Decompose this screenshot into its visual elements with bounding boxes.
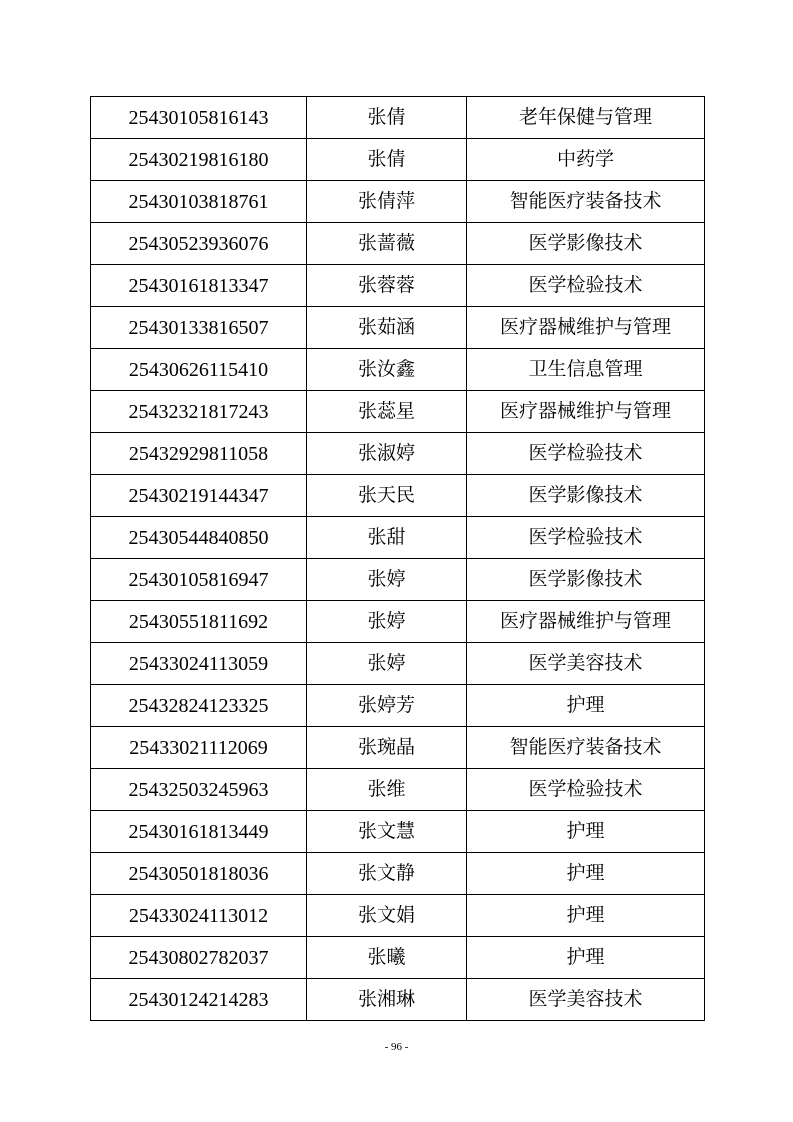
- student-id-cell: 25433024113059: [91, 643, 307, 685]
- student-id-cell: 25430103818761: [91, 181, 307, 223]
- student-name-cell: 张婷: [307, 559, 467, 601]
- major-cell: 护理: [467, 853, 705, 895]
- student-id-cell: 25432321817243: [91, 391, 307, 433]
- table-row: [91, 517, 705, 559]
- table-row: [91, 685, 705, 727]
- table-row: [91, 475, 705, 517]
- student-id-cell: 25430105816947: [91, 559, 307, 601]
- student-id-cell: 25432824123325: [91, 685, 307, 727]
- major-cell: 医疗器械维护与管理: [467, 601, 705, 643]
- major-cell: 医学检验技术: [467, 433, 705, 475]
- table-row: [91, 307, 705, 349]
- page-number: - 96 -: [384, 1041, 409, 1053]
- major-cell: 护理: [467, 685, 705, 727]
- table-row: [91, 97, 705, 139]
- table-row: [91, 979, 705, 1021]
- table-row: [91, 769, 705, 811]
- student-name-cell: 张淑婷: [307, 433, 467, 475]
- student-name-cell: 张琬晶: [307, 727, 467, 769]
- student-id-cell: 25433021112069: [91, 727, 307, 769]
- student-name-cell: 张文静: [307, 853, 467, 895]
- student-name-cell: 张维: [307, 769, 467, 811]
- student-table: [90, 96, 705, 1021]
- major-cell: 老年保健与管理: [467, 97, 705, 139]
- major-cell: 医学影像技术: [467, 223, 705, 265]
- table-row: [91, 727, 705, 769]
- student-name-cell: 张婷: [307, 601, 467, 643]
- student-id-cell: 25430161813347: [91, 265, 307, 307]
- major-cell: 护理: [467, 937, 705, 979]
- table-row: [91, 223, 705, 265]
- student-name-cell: 张曦: [307, 937, 467, 979]
- table-row: [91, 433, 705, 475]
- student-id-cell: 25430626115410: [91, 349, 307, 391]
- table-row: [91, 181, 705, 223]
- student-name-cell: 张蕊星: [307, 391, 467, 433]
- major-cell: 智能医疗装备技术: [467, 727, 705, 769]
- major-cell: 医学影像技术: [467, 559, 705, 601]
- student-name-cell: 张倩: [307, 139, 467, 181]
- student-name-cell: 张倩: [307, 97, 467, 139]
- student-id-cell: 25430501818036: [91, 853, 307, 895]
- student-name-cell: 张茹涵: [307, 307, 467, 349]
- student-name-cell: 张倩萍: [307, 181, 467, 223]
- student-name-cell: 张婷: [307, 643, 467, 685]
- student-name-cell: 张甜: [307, 517, 467, 559]
- table-row: [91, 601, 705, 643]
- table-row: [91, 853, 705, 895]
- table-row: [91, 559, 705, 601]
- table-row: [91, 349, 705, 391]
- student-id-cell: 25432929811058: [91, 433, 307, 475]
- major-cell: 医学检验技术: [467, 265, 705, 307]
- major-cell: 卫生信息管理: [467, 349, 705, 391]
- major-cell: 护理: [467, 811, 705, 853]
- major-cell: 中药学: [467, 139, 705, 181]
- major-cell: 医学影像技术: [467, 475, 705, 517]
- student-id-cell: 25430544840850: [91, 517, 307, 559]
- major-cell: 护理: [467, 895, 705, 937]
- student-id-cell: 25433024113012: [91, 895, 307, 937]
- major-cell: 医学检验技术: [467, 769, 705, 811]
- student-id-cell: 25430523936076: [91, 223, 307, 265]
- major-cell: 医学美容技术: [467, 979, 705, 1021]
- student-name-cell: 张婷芳: [307, 685, 467, 727]
- table-body: [91, 97, 705, 1021]
- table-row: [91, 937, 705, 979]
- student-id-cell: 25430133816507: [91, 307, 307, 349]
- table-row: [91, 139, 705, 181]
- major-cell: 医学美容技术: [467, 643, 705, 685]
- student-name-cell: 张文娟: [307, 895, 467, 937]
- major-cell: 智能医疗装备技术: [467, 181, 705, 223]
- student-name-cell: 张天民: [307, 475, 467, 517]
- student-id-cell: 25430219144347: [91, 475, 307, 517]
- student-id-cell: 25430219816180: [91, 139, 307, 181]
- table-row: [91, 265, 705, 307]
- table-row: [91, 895, 705, 937]
- major-cell: 医学检验技术: [467, 517, 705, 559]
- student-id-cell: 25430124214283: [91, 979, 307, 1021]
- student-name-cell: 张湘琳: [307, 979, 467, 1021]
- student-id-cell: 25430802782037: [91, 937, 307, 979]
- major-cell: 医疗器械维护与管理: [467, 391, 705, 433]
- table-row: [91, 811, 705, 853]
- student-id-cell: 25432503245963: [91, 769, 307, 811]
- student-id-cell: 25430551811692: [91, 601, 307, 643]
- student-name-cell: 张汝鑫: [307, 349, 467, 391]
- student-name-cell: 张文慧: [307, 811, 467, 853]
- student-id-cell: 25430161813449: [91, 811, 307, 853]
- student-name-cell: 张蔷薇: [307, 223, 467, 265]
- major-cell: 医疗器械维护与管理: [467, 307, 705, 349]
- student-name-cell: 张蓉蓉: [307, 265, 467, 307]
- table-row: [91, 643, 705, 685]
- table-row: [91, 391, 705, 433]
- student-id-cell: 25430105816143: [91, 97, 307, 139]
